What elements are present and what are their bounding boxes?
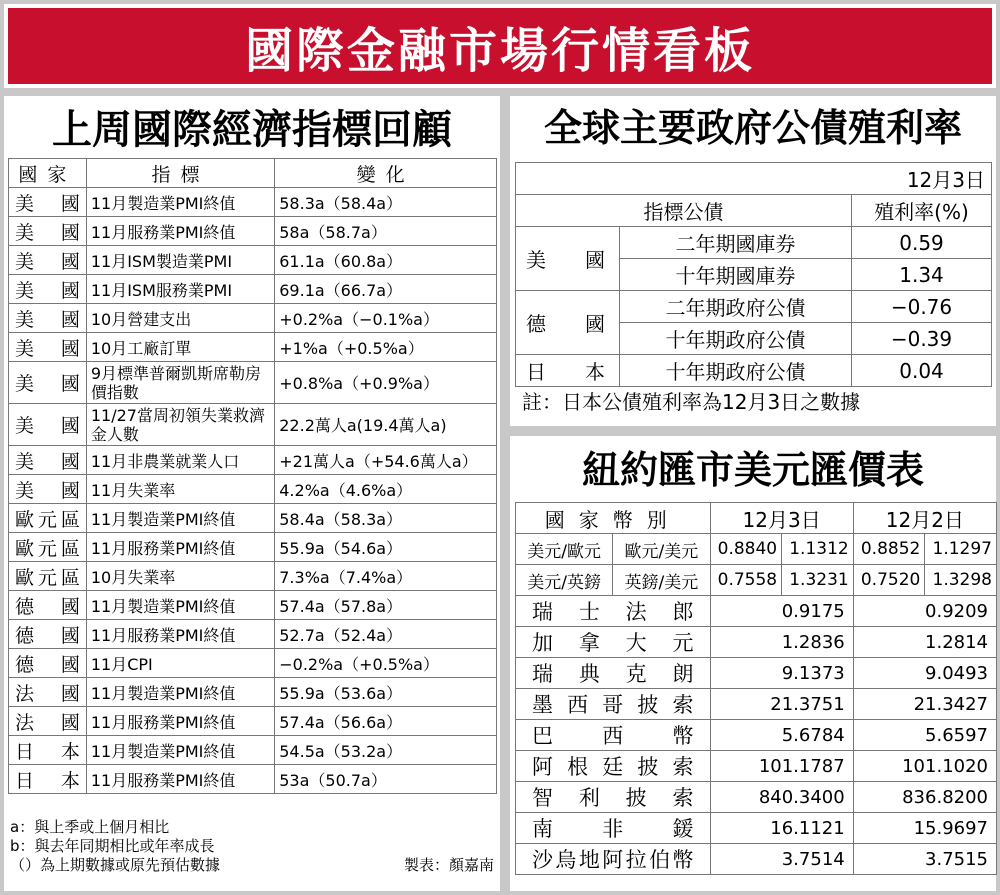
- fx-rate: 0.8840: [710, 534, 782, 565]
- indicator-row: [9, 304, 497, 333]
- bond-note: 註：日本公債殖利率為12月3日之數據: [522, 390, 861, 414]
- fx-rate-date1: 21.3751: [710, 689, 853, 720]
- indicator-name: 11月ISM製造業PMI: [86, 246, 274, 275]
- indicator-value: 69.1a（66.7a）: [275, 275, 497, 304]
- indicator-value: +0.2%a（−0.1%a）: [275, 304, 497, 333]
- fx-currency-name: 南非鍰: [516, 813, 711, 844]
- fx-rate: 1.3298: [925, 565, 997, 596]
- fx-currency-name: 阿根廷披索: [516, 751, 711, 782]
- indicator-name: 11月製造業PMI終值: [86, 504, 274, 533]
- fx-rate: 1.1312: [782, 534, 854, 565]
- fx-currency-row: [516, 782, 997, 813]
- indicator-country: 美國: [9, 304, 87, 333]
- indicator-row: [9, 765, 497, 794]
- fx-rate-date2: 3.7515: [853, 844, 996, 875]
- note-a: a：與上季或上個月相比: [10, 818, 170, 836]
- banner: [4, 4, 996, 88]
- indicator-name: 11月服務業PMI終值: [86, 707, 274, 736]
- indicator-row: [9, 217, 497, 246]
- bond-country: 日本: [516, 355, 620, 387]
- fx-rate-date1: 9.1373: [710, 658, 853, 689]
- bond-date: 12月3日: [516, 163, 992, 195]
- header-yield: 殖利率(%): [852, 195, 992, 227]
- indicator-row: [9, 333, 497, 362]
- bond-yield: −0.76: [852, 291, 992, 323]
- indicator-country: 美國: [9, 475, 87, 504]
- indicator-row: [9, 562, 497, 591]
- indicator-name: 11月製造業PMI終值: [86, 736, 274, 765]
- indicator-country: 美國: [9, 275, 87, 304]
- fx-currency-name: 瑞典克朗: [516, 658, 711, 689]
- indicator-row: [9, 188, 497, 217]
- indicator-country: 德國: [9, 649, 87, 678]
- bond-yield: 0.04: [852, 355, 992, 387]
- indicator-country: 法國: [9, 678, 87, 707]
- indicator-value: 54.5a（53.2a）: [275, 736, 497, 765]
- fx-pair-inverse-label: 歐元/美元: [613, 534, 710, 565]
- header-date1: 12月3日: [710, 503, 853, 534]
- indicator-name: 11月服務業PMI終值: [86, 620, 274, 649]
- indicator-country: 歐元區: [9, 533, 87, 562]
- bond-yield: 1.34: [852, 259, 992, 291]
- bond-yield: 0.59: [852, 227, 992, 259]
- bond-yields-panel: [510, 96, 996, 426]
- fx-rate-date2: 5.6597: [853, 720, 996, 751]
- fx-currency-row: [516, 689, 997, 720]
- fx-rates-table: [515, 502, 997, 875]
- indicator-name: 11月非農業就業人口: [86, 446, 274, 475]
- indicator-value: 58.3a（58.4a）: [275, 188, 497, 217]
- fx-rate-date1: 101.1787: [710, 751, 853, 782]
- indicator-row: [9, 475, 497, 504]
- indicator-name: 11月服務業PMI終值: [86, 765, 274, 794]
- indicator-value: 55.9a（54.6a）: [275, 533, 497, 562]
- fx-rates-title: 紐約匯市美元匯價表: [581, 448, 924, 492]
- fx-currency-name: 加拿大元: [516, 627, 711, 658]
- indicator-country: 美國: [9, 246, 87, 275]
- indicator-row: [9, 404, 497, 446]
- indicator-country: 德國: [9, 620, 87, 649]
- indicator-name: 11月製造業PMI終值: [86, 678, 274, 707]
- indicator-name: 10月工廠訂單: [86, 333, 274, 362]
- indicator-country: 歐元區: [9, 562, 87, 591]
- header-currency: 國家幣別: [516, 503, 711, 534]
- indicator-name: 11月服務業PMI終值: [86, 217, 274, 246]
- fx-rate: 0.8852: [853, 534, 925, 565]
- table-maker: 製表：顏嘉南: [403, 856, 494, 874]
- indicator-value: +0.8%a（+0.9%a）: [275, 362, 497, 404]
- indicator-country: 美國: [9, 217, 87, 246]
- indicator-value: 55.9a（53.6a）: [275, 678, 497, 707]
- fx-currency-row: [516, 658, 997, 689]
- indicator-value: 53a（50.7a）: [275, 765, 497, 794]
- fx-rate-date1: 5.6784: [710, 720, 853, 751]
- indicator-country: 美國: [9, 362, 87, 404]
- indicators-notes: [10, 818, 498, 875]
- fx-rate-date2: 1.2814: [853, 627, 996, 658]
- indicators-title: 上周國際經濟指標回顧: [52, 107, 452, 153]
- fx-rate-date2: 0.9209: [853, 596, 996, 627]
- bond-name: 十年期國庫券: [620, 259, 852, 291]
- bond-date-row: [516, 163, 992, 195]
- fx-rate: 0.7520: [853, 565, 925, 596]
- indicator-name: 9月標準普爾凱斯席勒房價指數: [86, 362, 274, 404]
- bond-yields-title: 全球主要政府公債殖利率: [543, 106, 962, 150]
- indicator-value: +1%a（+0.5%a）: [275, 333, 497, 362]
- fx-currency-row: [516, 596, 997, 627]
- indicator-row: [9, 707, 497, 736]
- indicator-row: [9, 362, 497, 404]
- indicator-row: [9, 736, 497, 765]
- fx-rate: 0.7558: [710, 565, 782, 596]
- fx-currency-row: [516, 720, 997, 751]
- indicator-value: 57.4a（56.6a）: [275, 707, 497, 736]
- indicator-value: −0.2%a（+0.5%a）: [275, 649, 497, 678]
- note-parentheses: （）為上期數據或原先預估數據: [10, 856, 221, 874]
- fx-rate-date2: 836.8200: [853, 782, 996, 813]
- indicator-row: [9, 649, 497, 678]
- fx-rate-date1: 3.7514: [710, 844, 853, 875]
- indicator-value: 22.2萬人a(19.4萬人a): [275, 404, 497, 446]
- bond-yields-table: [515, 162, 992, 387]
- indicator-value: 52.7a（52.4a）: [275, 620, 497, 649]
- fx-pair-row: [516, 565, 997, 596]
- fx-currency-row: [516, 813, 997, 844]
- fx-rate-date1: 16.1121: [710, 813, 853, 844]
- header-change: 變化: [275, 159, 497, 188]
- fx-pair-label: 美元/歐元: [516, 534, 613, 565]
- fx-currency-name: 瑞士法郎: [516, 596, 711, 627]
- indicator-name: 11月CPI: [86, 649, 274, 678]
- fx-rate-date1: 1.2836: [710, 627, 853, 658]
- indicator-name: 10月營建支出: [86, 304, 274, 333]
- indicator-country: 美國: [9, 404, 87, 446]
- fx-currency-name: 巴西幣: [516, 720, 711, 751]
- header-indicator: 指標: [86, 159, 274, 188]
- indicator-value: 7.3%a（7.4%a）: [275, 562, 497, 591]
- indicator-row: [9, 504, 497, 533]
- indicators-header-row: [9, 159, 497, 188]
- bond-row: [516, 291, 992, 323]
- indicator-row: [9, 620, 497, 649]
- fx-rate-date1: 840.3400: [710, 782, 853, 813]
- indicator-value: 58.4a（58.3a）: [275, 504, 497, 533]
- indicator-country: 美國: [9, 446, 87, 475]
- indicator-country: 美國: [9, 333, 87, 362]
- indicator-row: [9, 678, 497, 707]
- bond-name: 十年期政府公債: [620, 355, 852, 387]
- banner-background: [8, 8, 992, 84]
- fx-rate-date2: 9.0493: [853, 658, 996, 689]
- fx-rates-panel: [510, 436, 996, 891]
- fx-rate: 1.1297: [925, 534, 997, 565]
- indicator-row: [9, 275, 497, 304]
- indicator-name: 11月服務業PMI終值: [86, 533, 274, 562]
- bond-country: 美國: [516, 227, 620, 291]
- economic-indicators-panel: [4, 96, 500, 891]
- fx-pair-row: [516, 534, 997, 565]
- indicator-value: 58a（58.7a）: [275, 217, 497, 246]
- indicator-name: 11月製造業PMI終值: [86, 188, 274, 217]
- indicator-value: 61.1a（60.8a）: [275, 246, 497, 275]
- fx-pair-inverse-label: 英鎊/美元: [613, 565, 710, 596]
- indicator-row: [9, 591, 497, 620]
- fx-currency-name: 智利披索: [516, 782, 711, 813]
- bond-header-row: [516, 195, 992, 227]
- fx-rate-date2: 15.9697: [853, 813, 996, 844]
- fx-currency-row: [516, 844, 997, 875]
- indicator-row: [9, 533, 497, 562]
- bond-yield: −0.39: [852, 323, 992, 355]
- fx-currency-row: [516, 751, 997, 782]
- indicator-country: 歐元區: [9, 504, 87, 533]
- indicator-country: 德國: [9, 591, 87, 620]
- bond-name: 二年期國庫券: [620, 227, 852, 259]
- indicator-value: 57.4a（57.8a）: [275, 591, 497, 620]
- indicator-value: 4.2%a（4.6%a）: [275, 475, 497, 504]
- bond-name: 十年期政府公債: [620, 323, 852, 355]
- indicator-row: [9, 446, 497, 475]
- fx-rate: 1.3231: [782, 565, 854, 596]
- indicator-name: 11/27當周初領失業救濟金人數: [86, 404, 274, 446]
- header-bond: 指標公債: [516, 195, 852, 227]
- indicator-country: 日本: [9, 736, 87, 765]
- fx-rate-date1: 0.9175: [710, 596, 853, 627]
- indicator-name: 10月失業率: [86, 562, 274, 591]
- indicator-country: 美國: [9, 188, 87, 217]
- indicator-name: 11月ISM服務業PMI: [86, 275, 274, 304]
- fx-currency-row: [516, 627, 997, 658]
- note-b: b：與去年同期相比或年率成長: [10, 837, 215, 855]
- bond-name: 二年期政府公債: [620, 291, 852, 323]
- fx-rate-date2: 101.1020: [853, 751, 996, 782]
- header-country: 國家: [9, 159, 87, 188]
- indicators-table: [8, 158, 497, 794]
- bond-row: [516, 355, 992, 387]
- fx-pair-label: 美元/英鎊: [516, 565, 613, 596]
- indicator-name: 11月製造業PMI終值: [86, 591, 274, 620]
- indicator-country: 日本: [9, 765, 87, 794]
- indicator-country: 法國: [9, 707, 87, 736]
- fx-rate-date2: 21.3427: [853, 689, 996, 720]
- fx-header-row: [516, 503, 997, 534]
- indicator-row: [9, 246, 497, 275]
- fx-currency-name: 沙烏地阿拉伯幣: [516, 844, 711, 875]
- bond-row: [516, 227, 992, 259]
- bond-country: 德國: [516, 291, 620, 355]
- banner-title: 國際金融市場行情看板: [244, 22, 755, 79]
- indicator-name: 11月失業率: [86, 475, 274, 504]
- header-date2: 12月2日: [853, 503, 996, 534]
- indicator-value: +21萬人a（+54.6萬人a）: [275, 446, 497, 475]
- fx-currency-name: 墨西哥披索: [516, 689, 711, 720]
